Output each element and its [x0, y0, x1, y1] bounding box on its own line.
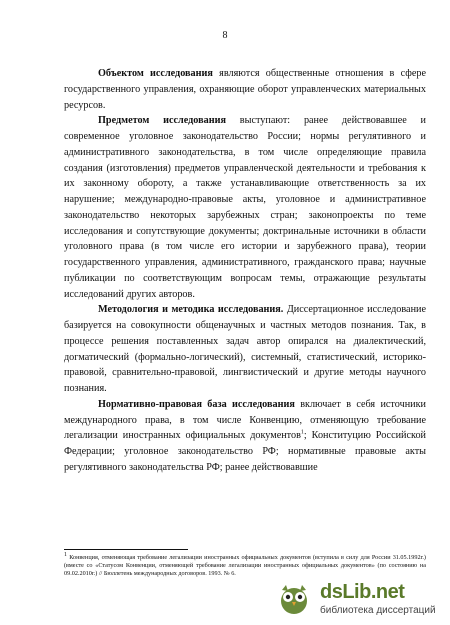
watermark-tagline: библиотека диссертаций [320, 605, 436, 616]
watermark-brand: dsLib.net [320, 581, 405, 603]
term-subject: Предметом исследования [98, 115, 226, 127]
page-number: 8 [222, 30, 228, 41]
paragraph-legal-base-text-end: ; Конституцию Российской Федерации; уголовное законодательство РФ; нормативные правовые акты регулятивного законодательства РФ; ранее действовавшие [64, 430, 426, 473]
footnote-text: Конвенция, отменяющая требование легализации иностранных официальных документов (вступила в силу для России 31.05.1992г.) (вместе со «Статусом Конвенции, отменяющей требование легализации иностранных официальных документов» (по состоянию на 09.02.2010г.) // Бюллетень международных договоров. 1993. № 6. [64, 554, 426, 578]
paragraph-legal-base-text: включает в себя источники международного права, в том числе Конвенцию, отменяющую требование легализации иностранных официальных документов [64, 398, 426, 442]
document-body [64, 66, 426, 476]
footnote-marker: 1 [64, 551, 67, 558]
footnote-reference[interactable]: 1 [300, 429, 304, 436]
term-object: Объектом исследования [98, 68, 213, 79]
paragraph-methodology-text: Диссертационное исследование базируется на совокупности общенаучных и частных методов познания. Так, в процессе решения поставленных задач автор опирался на диалектический, догматический (формально-логический), системный, статистический, историко-правовой, сравнительно-правовой, лингвистический и другие методы научного познания. [64, 304, 426, 394]
paragraph-subject-text: выступают: ранее действовавшее и современное уголовное законодательство России; нормы регулятивного и административного законодательства, в том числе определяющие правила создания (изготовления) предметов управленческой деятельности и требования к их законному обороту, а также устанавливающие ответственность за их нарушение; международно-правовые акты, уголовное и административное законодательство некоторых зарубежных стран; законопроекты по теме исследования и сопутствующие документы; доктринальные источники в области уголовного права (в том числе его истории и зарубежного права), теории государственного управления, административного, гражданского права; научные публикации по соответствующим вопросам темы, отражающие результаты исследований других авторов. [64, 115, 427, 300]
footnote [64, 551, 426, 579]
term-legal-base: Нормативно-правовая база исследования [98, 398, 295, 410]
footnote-divider [64, 549, 188, 550]
owl-icon [272, 581, 316, 615]
paragraph-subject [64, 113, 426, 302]
paragraph-methodology [64, 302, 426, 397]
term-methodology: Методология и методика исследования. [98, 304, 284, 316]
paragraph-object-text: являются общественные отношения в сфере государственного управления, охраняющие оборот управленческих материальных ресурсов. [64, 68, 426, 111]
paragraph-object [64, 66, 426, 113]
paragraph-legal-base [64, 397, 426, 476]
watermark[interactable] [272, 579, 442, 619]
